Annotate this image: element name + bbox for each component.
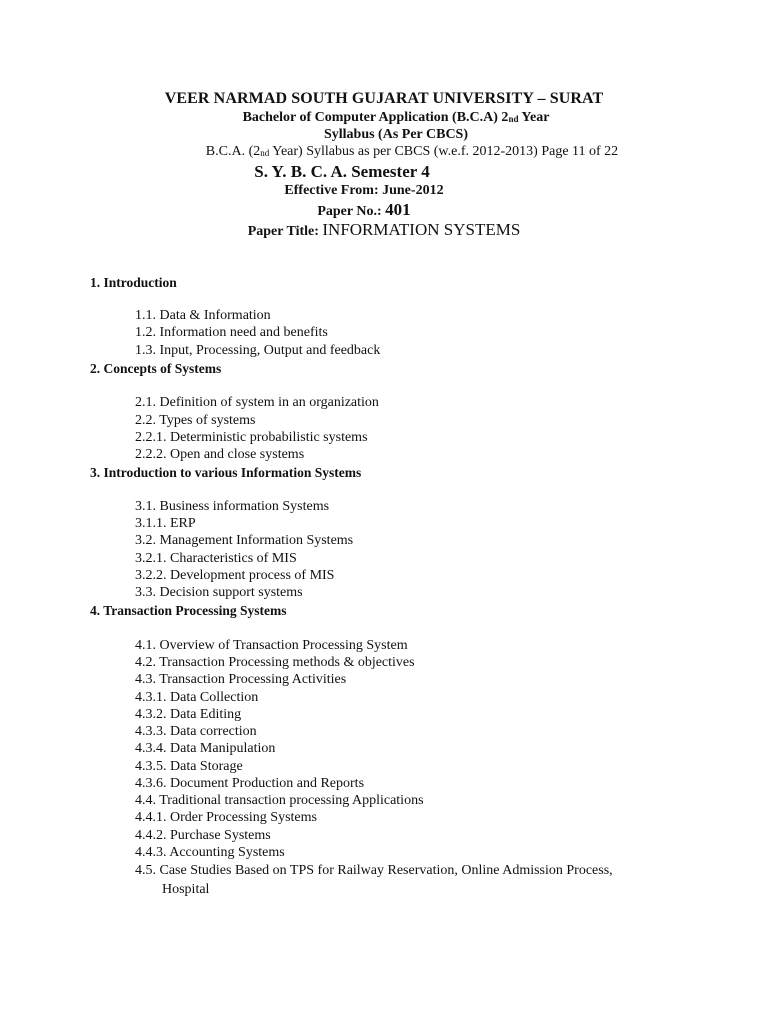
syllabus-item-continuation: Hospital: [162, 882, 210, 897]
section-heading: 2. Concepts of Systems: [90, 361, 222, 376]
syllabus-item: 4.4.3. Accounting Systems: [135, 845, 285, 860]
syllabus-item: 4.5. Case Studies Based on TPS for Railway Reservation, Online Admission Process,: [135, 863, 613, 878]
paper-title-line: [0, 220, 768, 240]
syllabus-item: 3.1.1. ERP: [135, 516, 196, 531]
paper-number: 401: [385, 200, 411, 219]
paper-title: INFORMATION SYSTEMS: [322, 220, 521, 239]
syllabus-item: 4.3.1. Data Collection: [135, 690, 259, 705]
syllabus-item: 2.1. Definition of system in an organization: [135, 395, 379, 410]
syllabus-item: 1.3. Input, Processing, Output and feedback: [135, 343, 381, 358]
syllabus-item: 4.3.3. Data correction: [135, 724, 257, 739]
semester-title: S. Y. B. C. A. Semester 4: [254, 162, 430, 181]
syllabus-item: 4.4. Traditional transaction processing Applications: [135, 793, 424, 808]
program-line: [12, 110, 768, 126]
syllabus-item: 3.3. Decision support systems: [135, 585, 303, 600]
syllabus-item: 4.3.2. Data Editing: [135, 707, 242, 722]
syllabus-item: 4.3.5. Data Storage: [135, 759, 243, 774]
syllabus-item: 2.2.1. Deterministic probabilistic systems: [135, 430, 368, 445]
paper-number-label: Paper No.:: [317, 204, 386, 219]
syllabus-item: 3.2. Management Information Systems: [135, 533, 354, 548]
page-info-ordinal: nd: [260, 148, 270, 158]
syllabus-item: 4.1. Overview of Transaction Processing System: [135, 638, 408, 653]
syllabus-item: 3.1. Business information Systems: [135, 499, 330, 514]
program-text: Bachelor of Computer Application (B.C.A) 2: [242, 110, 509, 125]
university-title: VEER NARMAD SOUTH GUJARAT UNIVERSITY – SURAT: [164, 90, 604, 107]
section-heading: 1. Introduction: [90, 275, 177, 290]
syllabus-item: 4.3.6. Document Production and Reports: [135, 776, 365, 791]
section-heading: 3. Introduction to various Information Systems: [90, 465, 362, 480]
program-year: Year: [518, 110, 550, 125]
page-info-rest: Year) Syllabus as per CBCS (w.e.f. 2012-2013) Page 11 of 22: [269, 144, 619, 159]
syllabus-item: 4.4.2. Purchase Systems: [135, 828, 271, 843]
paper-title-label: Paper Title:: [247, 224, 323, 239]
syllabus-item: 4.2. Transaction Processing methods & objectives: [135, 655, 415, 670]
syllabus-item: 3.2.1. Characteristics of MIS: [135, 551, 297, 566]
page-info-line: [28, 144, 768, 160]
syllabus-item: 4.3.4. Data Manipulation: [135, 741, 276, 756]
syllabus-item: 2.2. Types of systems: [135, 413, 256, 428]
page-info-text: B.C.A. (2: [205, 144, 261, 159]
syllabus-item: 4.3. Transaction Processing Activities: [135, 672, 347, 687]
syllabus-item: 1.2. Information need and benefits: [135, 325, 328, 340]
syllabus-item: 1.1. Data & Information: [135, 308, 271, 323]
program-ordinal: nd: [508, 114, 519, 124]
effective-date: Effective From: June-2012: [284, 183, 444, 198]
paper-number-line: [0, 200, 748, 220]
syllabus-item: 2.2.2. Open and close systems: [135, 447, 305, 462]
syllabus-item: 3.2.2. Development process of MIS: [135, 568, 335, 583]
syllabus-item: 4.4.1. Order Processing Systems: [135, 810, 317, 825]
syllabus-line: Syllabus (As Per CBCS): [323, 127, 469, 142]
section-heading: 4. Transaction Processing Systems: [90, 603, 287, 618]
